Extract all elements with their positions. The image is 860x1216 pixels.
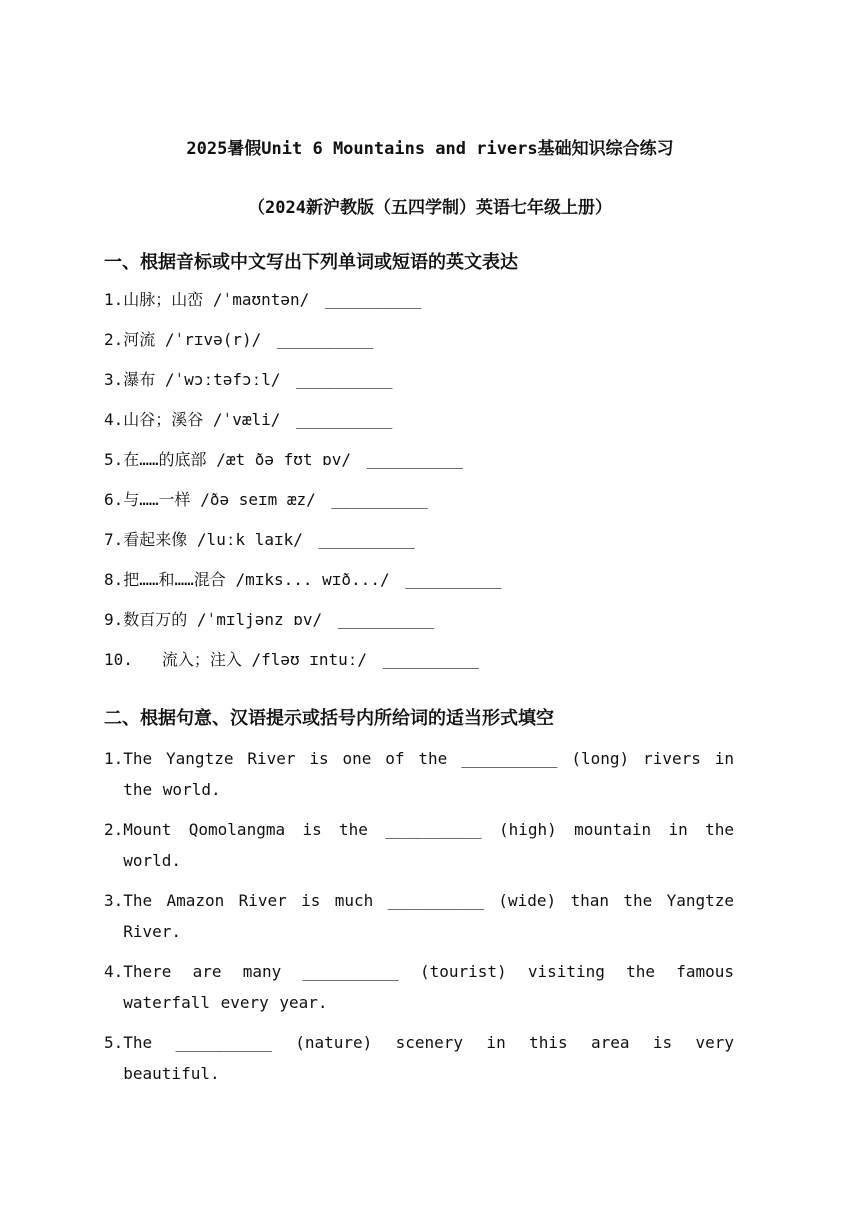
phonetic: /ˈvæli/	[212, 410, 281, 429]
sentence-text[interactable]: Mount Qomolangma is the __________ (high) mountain in the world.	[123, 820, 734, 870]
answer-blank[interactable]: __________	[405, 570, 502, 589]
answer-blank[interactable]: __________	[296, 370, 393, 389]
item-number: 3.	[104, 370, 124, 389]
answer-blank[interactable]: __________	[382, 650, 480, 669]
item-number: 2.	[104, 820, 124, 839]
chinese-meaning: 山谷；溪谷	[123, 410, 204, 429]
vocab-item	[104, 489, 804, 529]
sentence-text[interactable]: There are many __________ (tourist) visiting the famous waterfall every year.	[123, 962, 734, 1012]
chinese-meaning: 山脉；山峦	[123, 290, 204, 309]
item-number: 5.	[104, 1033, 124, 1052]
vocab-item	[104, 369, 804, 409]
item-number: 9.	[104, 610, 124, 629]
sentence-text[interactable]: The Amazon River is much __________ (wide) than the Yangtze River.	[123, 891, 734, 941]
answer-blank[interactable]: __________	[331, 490, 428, 509]
item-number: 1.	[104, 290, 124, 309]
sentence-item	[104, 956, 734, 1018]
chinese-meaning: 河流	[123, 330, 156, 349]
phonetic: /fləʊ ɪntuː/	[251, 650, 368, 669]
vocab-item	[104, 609, 804, 649]
item-number: 4.	[104, 410, 124, 429]
phonetic: /ˈmaʊntən/	[212, 290, 310, 309]
worksheet-title: 2025暑假Unit 6 Mountains and rivers基础知识综合练习	[186, 139, 674, 159]
sentence-item	[104, 1027, 734, 1089]
item-number: 5.	[104, 450, 124, 469]
answer-blank[interactable]: __________	[318, 530, 415, 549]
phonetic: /ˈrɪvə(r)/	[164, 330, 262, 349]
item-number: 7.	[104, 530, 124, 549]
item-number: 8.	[104, 570, 124, 589]
item-number: 6.	[104, 490, 124, 509]
vocab-item	[104, 329, 804, 369]
worksheet-subtitle: （2024新沪教版（五四学制）英语七年级上册）	[248, 198, 612, 218]
item-number: 4.	[104, 962, 124, 981]
chinese-meaning: 在……的底部	[123, 450, 207, 469]
phonetic: /æt ðə fʊt ɒv/	[216, 450, 352, 469]
answer-blank[interactable]: __________	[366, 450, 464, 469]
chinese-meaning: 瀑布	[123, 370, 156, 389]
answer-blank[interactable]: __________	[276, 330, 374, 349]
item-number: 10.	[104, 650, 133, 669]
phonetic: /luːk laɪk/	[196, 530, 303, 549]
sentence-text[interactable]: The Yangtze River is one of the __________ (long) rivers in the world.	[123, 749, 734, 799]
chinese-meaning: 把……和……混合	[123, 570, 226, 589]
phonetic: /ˈwɔːtəfɔːl/	[164, 370, 281, 389]
chinese-meaning: 看起来像	[123, 530, 188, 549]
vocabulary-list	[104, 289, 804, 689]
vocab-item	[104, 569, 804, 609]
phonetic: /ðə seɪm æz/	[200, 490, 316, 509]
answer-blank[interactable]: __________	[337, 610, 435, 629]
chinese-meaning: 与……一样	[123, 490, 191, 509]
sentence-list	[104, 743, 734, 1098]
vocab-item	[104, 409, 804, 449]
section-1-heading: 一、根据音标或中文写出下列单词或短语的英文表达	[104, 252, 518, 273]
item-number: 3.	[104, 891, 124, 910]
sentence-item	[104, 885, 734, 947]
phonetic: /mɪks... wɪð.../	[235, 570, 390, 589]
answer-blank[interactable]: __________	[296, 410, 393, 429]
item-number: 1.	[104, 749, 124, 768]
vocab-item	[104, 449, 804, 489]
phonetic: /ˈmɪljənz ɒv/	[196, 610, 323, 629]
sentence-item	[104, 814, 734, 876]
vocab-item	[104, 529, 804, 569]
section-2-heading: 二、根据句意、汉语提示或括号内所给词的适当形式填空	[104, 708, 554, 729]
chinese-meaning: 流入；注入	[161, 650, 242, 669]
vocab-item	[104, 289, 804, 329]
vocab-item	[104, 649, 804, 689]
chinese-meaning: 数百万的	[123, 610, 188, 629]
sentence-item	[104, 743, 734, 805]
sentence-text[interactable]: The __________ (nature) scenery in this area is very beautiful.	[123, 1033, 734, 1083]
item-number: 2.	[104, 330, 124, 349]
answer-blank[interactable]: __________	[324, 290, 422, 309]
